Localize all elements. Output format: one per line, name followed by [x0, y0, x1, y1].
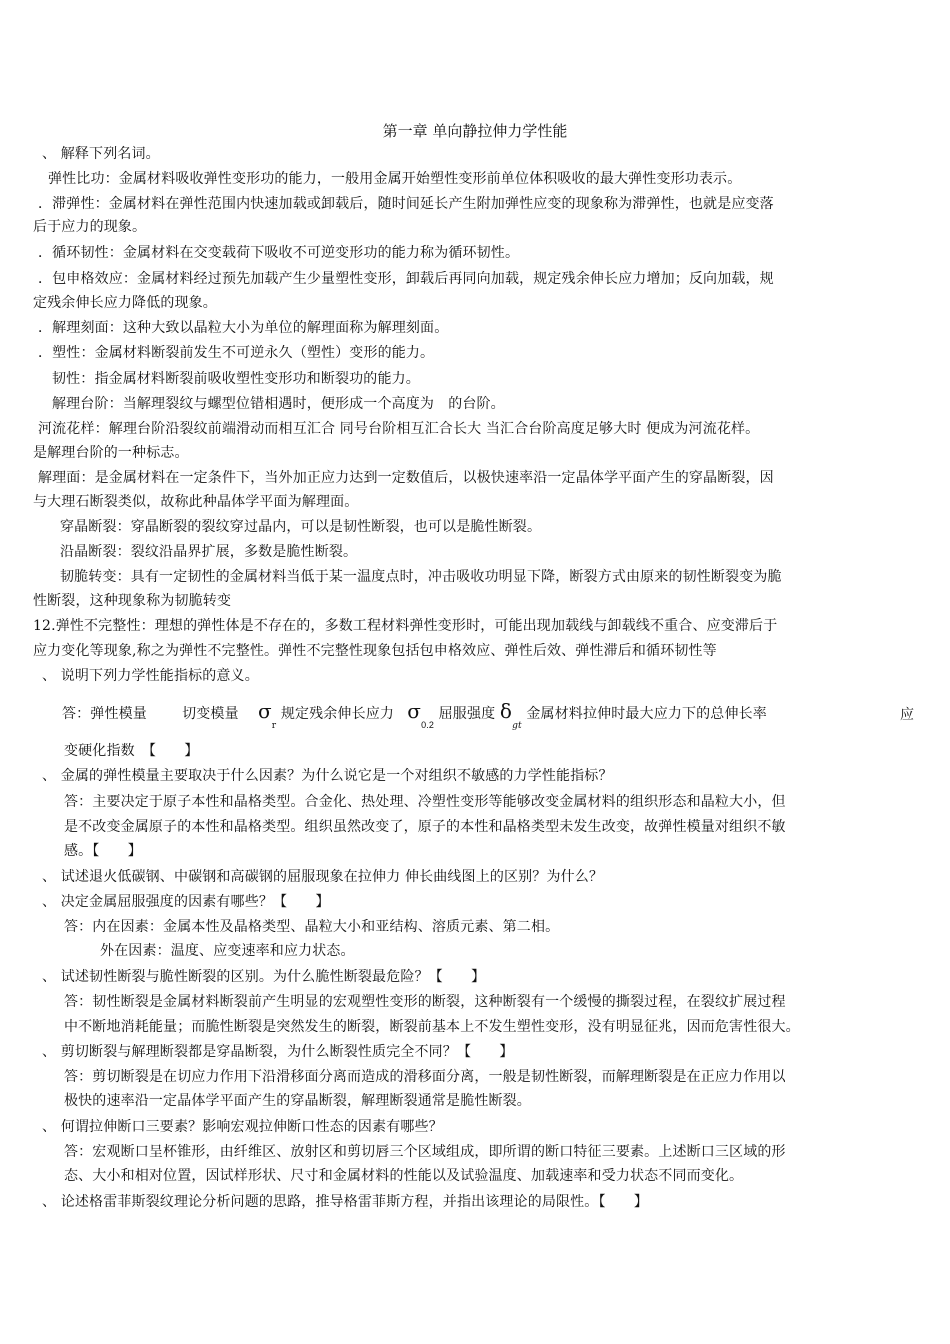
- answer-part: 屈服强度: [438, 706, 496, 722]
- text-line: 定残余伸长应力降低的现象。: [33, 295, 217, 311]
- text-line: 韧性：指金属材料断裂前吸收塑性变形功和断裂功的能力。: [52, 371, 420, 387]
- subscript: gt: [512, 721, 522, 731]
- text-line: 后于应力的现象。: [33, 219, 147, 235]
- text-line: 与大理石断裂类似，故称此种晶体学平面为解理面。: [33, 494, 359, 510]
- answer-part: 应: [900, 707, 915, 723]
- text-line: 、 试述韧性断裂与脆性断裂的区别。为什么脆性断裂最危险？【 】: [42, 969, 486, 985]
- answer-part: 答：弹性模量: [62, 706, 147, 722]
- text-line: 性断裂，这种现象称为韧脆转变: [33, 593, 232, 609]
- text-line: 答：韧性断裂是金属材料断裂前产生明显的宏观塑性变形的断裂，这种断裂有一个缓慢的撕裂过程，在裂纹扩展过程: [64, 994, 786, 1010]
- text-line: 感。【 】: [64, 843, 142, 859]
- text-line: 弹性比功：金属材料吸收弹性变形功的能力，一般用金属开始塑性变形前单位体积吸收的最大弹性变形功表示。: [48, 171, 742, 187]
- answer-part: 金属材料拉伸时最大应力下的总伸长率: [526, 706, 767, 722]
- text-line: 是解理台阶的一种标志。: [33, 445, 189, 461]
- text-line: 、 论述格雷菲斯裂纹理论分析问题的思路，推导格雷菲斯方程，并指出该理论的局限性。【 】: [42, 1194, 649, 1210]
- chapter-title: 第一章 单向静拉伸力学性能: [382, 122, 568, 140]
- text-line: ．包申格效应：金属材料经过预先加载产生少量塑性变形，卸载后再同向加载，规定残余伸长应力增加；反向加载，规: [38, 271, 774, 287]
- text-line: 河流花样：解理台阶沿裂纹前端滑动而相互汇合 同号台阶相互汇合长大 当汇合台阶高度足够大时 便成为河流花样。: [38, 421, 760, 437]
- text-line: 答：主要决定于原子本性和晶格类型。合金化、热处理、冷塑性变形等能够改变金属材料的组织形态和晶粒大小，但: [64, 794, 786, 810]
- text-line: ．塑性：金属材料断裂前发生不可逆永久（塑性）变形的能力。: [38, 345, 435, 361]
- text-line: 答：内在因素：金属本性及晶格类型、晶粒大小和亚结构、溶质元素、第二相。: [64, 919, 560, 935]
- text-line: 、 决定金属屈服强度的因素有哪些？【 】: [42, 894, 330, 910]
- sigma-symbol: σ: [407, 699, 422, 723]
- text-line: 12.弹性不完整性：理想的弹性体是不存在的，多数工程材料弹性变形时，可能出现加载线与卸载线不重合、应变滞后于: [33, 618, 778, 634]
- delta-symbol: δ: [499, 699, 513, 723]
- text-line: 、 金属的弹性模量主要取决于什么因素？为什么说它是一个对组织不敏感的力学性能指标？: [42, 768, 613, 784]
- text-line: 解理台阶：当解理裂纹与螺型位错相遇时，便形成一个高度为 的台阶。: [52, 396, 505, 412]
- text-line: 、 试述退火低碳钢、中碳钢和高碳钢的屈服现象在拉伸力 伸长曲线图上的区别？为什么？: [42, 869, 604, 885]
- text-line: 变硬化指数 【 】: [64, 743, 199, 759]
- answer-part: 规定残余伸长应力: [280, 706, 395, 722]
- text-line: 解理面：是金属材料在一定条件下，当外加正应力达到一定数值后，以极快速率沿一定晶体学平面产生的穿晶断裂，因: [38, 470, 774, 486]
- text-line: ．循环韧性：金属材料在交变载荷下吸收不可逆变形功的能力称为循环韧性。: [38, 245, 520, 261]
- text-line: ．解理刻面：这种大致以晶粒大小为单位的解理面称为解理刻面。: [38, 320, 449, 336]
- text-line: 沿晶断裂：裂纹沿晶界扩展，多数是脆性断裂。: [60, 544, 358, 560]
- text-line: 极快的速率沿一定晶体学平面产生的穿晶断裂，解理断裂通常是脆性断裂。: [64, 1093, 531, 1109]
- sigma-symbol: σ: [257, 699, 272, 723]
- subscript: r: [271, 721, 277, 731]
- text-line: 应力变化等现象,称之为弹性不完整性。弹性不完整性现象包括包申格效应、弹性后效、弹性滞后和循环韧性等: [33, 643, 717, 659]
- text-line: 态、大小和相对位置，因试样形状、尺寸和金属材料的性能以及试验温度、加载速率和受力状态不同而变化。: [64, 1168, 744, 1184]
- text-line: 答：宏观断口呈杯锥形，由纤维区、放射区和剪切唇三个区域组成，即所谓的断口特征三要素。上述断口三区域的形: [64, 1144, 786, 1160]
- text-line: 、 何谓拉伸断口三要素？影响宏观拉伸断口性态的因素有哪些？: [42, 1119, 443, 1135]
- text-line: 、 解释下列名词。: [42, 146, 160, 162]
- answer-part: 切变模量: [182, 706, 239, 722]
- subscript: 0.2: [421, 720, 435, 730]
- text-line: 外在因素：温度、应变速率和应力状态。: [100, 943, 355, 959]
- text-line: 、 剪切断裂与解理断裂都是穿晶断裂，为什么断裂性质完全不同？【 】: [42, 1044, 514, 1060]
- text-line: 、 说明下列力学性能指标的意义。: [42, 668, 259, 684]
- text-line: 是不改变金属原子的本性和晶格类型。组织虽然改变了，原子的本性和晶格类型未发生改变，故弹性模量对组织不敏: [64, 819, 786, 835]
- text-line: 穿晶断裂：穿晶断裂的裂纹穿过晶内，可以是韧性断裂，也可以是脆性断裂。: [60, 519, 542, 535]
- text-line: ．滞弹性：金属材料在弹性范围内快速加载或卸载后，随时间延长产生附加弹性应变的现象称为滞弹性，也就是应变落: [38, 196, 774, 212]
- text-line: 答：剪切断裂是在切应力作用下沿滑移面分离而造成的滑移面分离，一般是韧性断裂，而解理断裂是在正应力作用以: [64, 1069, 786, 1085]
- text-line: 中不断地消耗能量；而脆性断裂是突然发生的断裂，断裂前基本上不发生塑性变形，没有明显征兆，因而危害性很大。: [64, 1019, 800, 1035]
- text-line: 韧脆转变：具有一定韧性的金属材料当低于某一温度点时，冲击吸收功明显下降，断裂方式由原来的韧性断裂变为脆: [60, 569, 782, 585]
- answer-symbols-line: [62, 699, 767, 731]
